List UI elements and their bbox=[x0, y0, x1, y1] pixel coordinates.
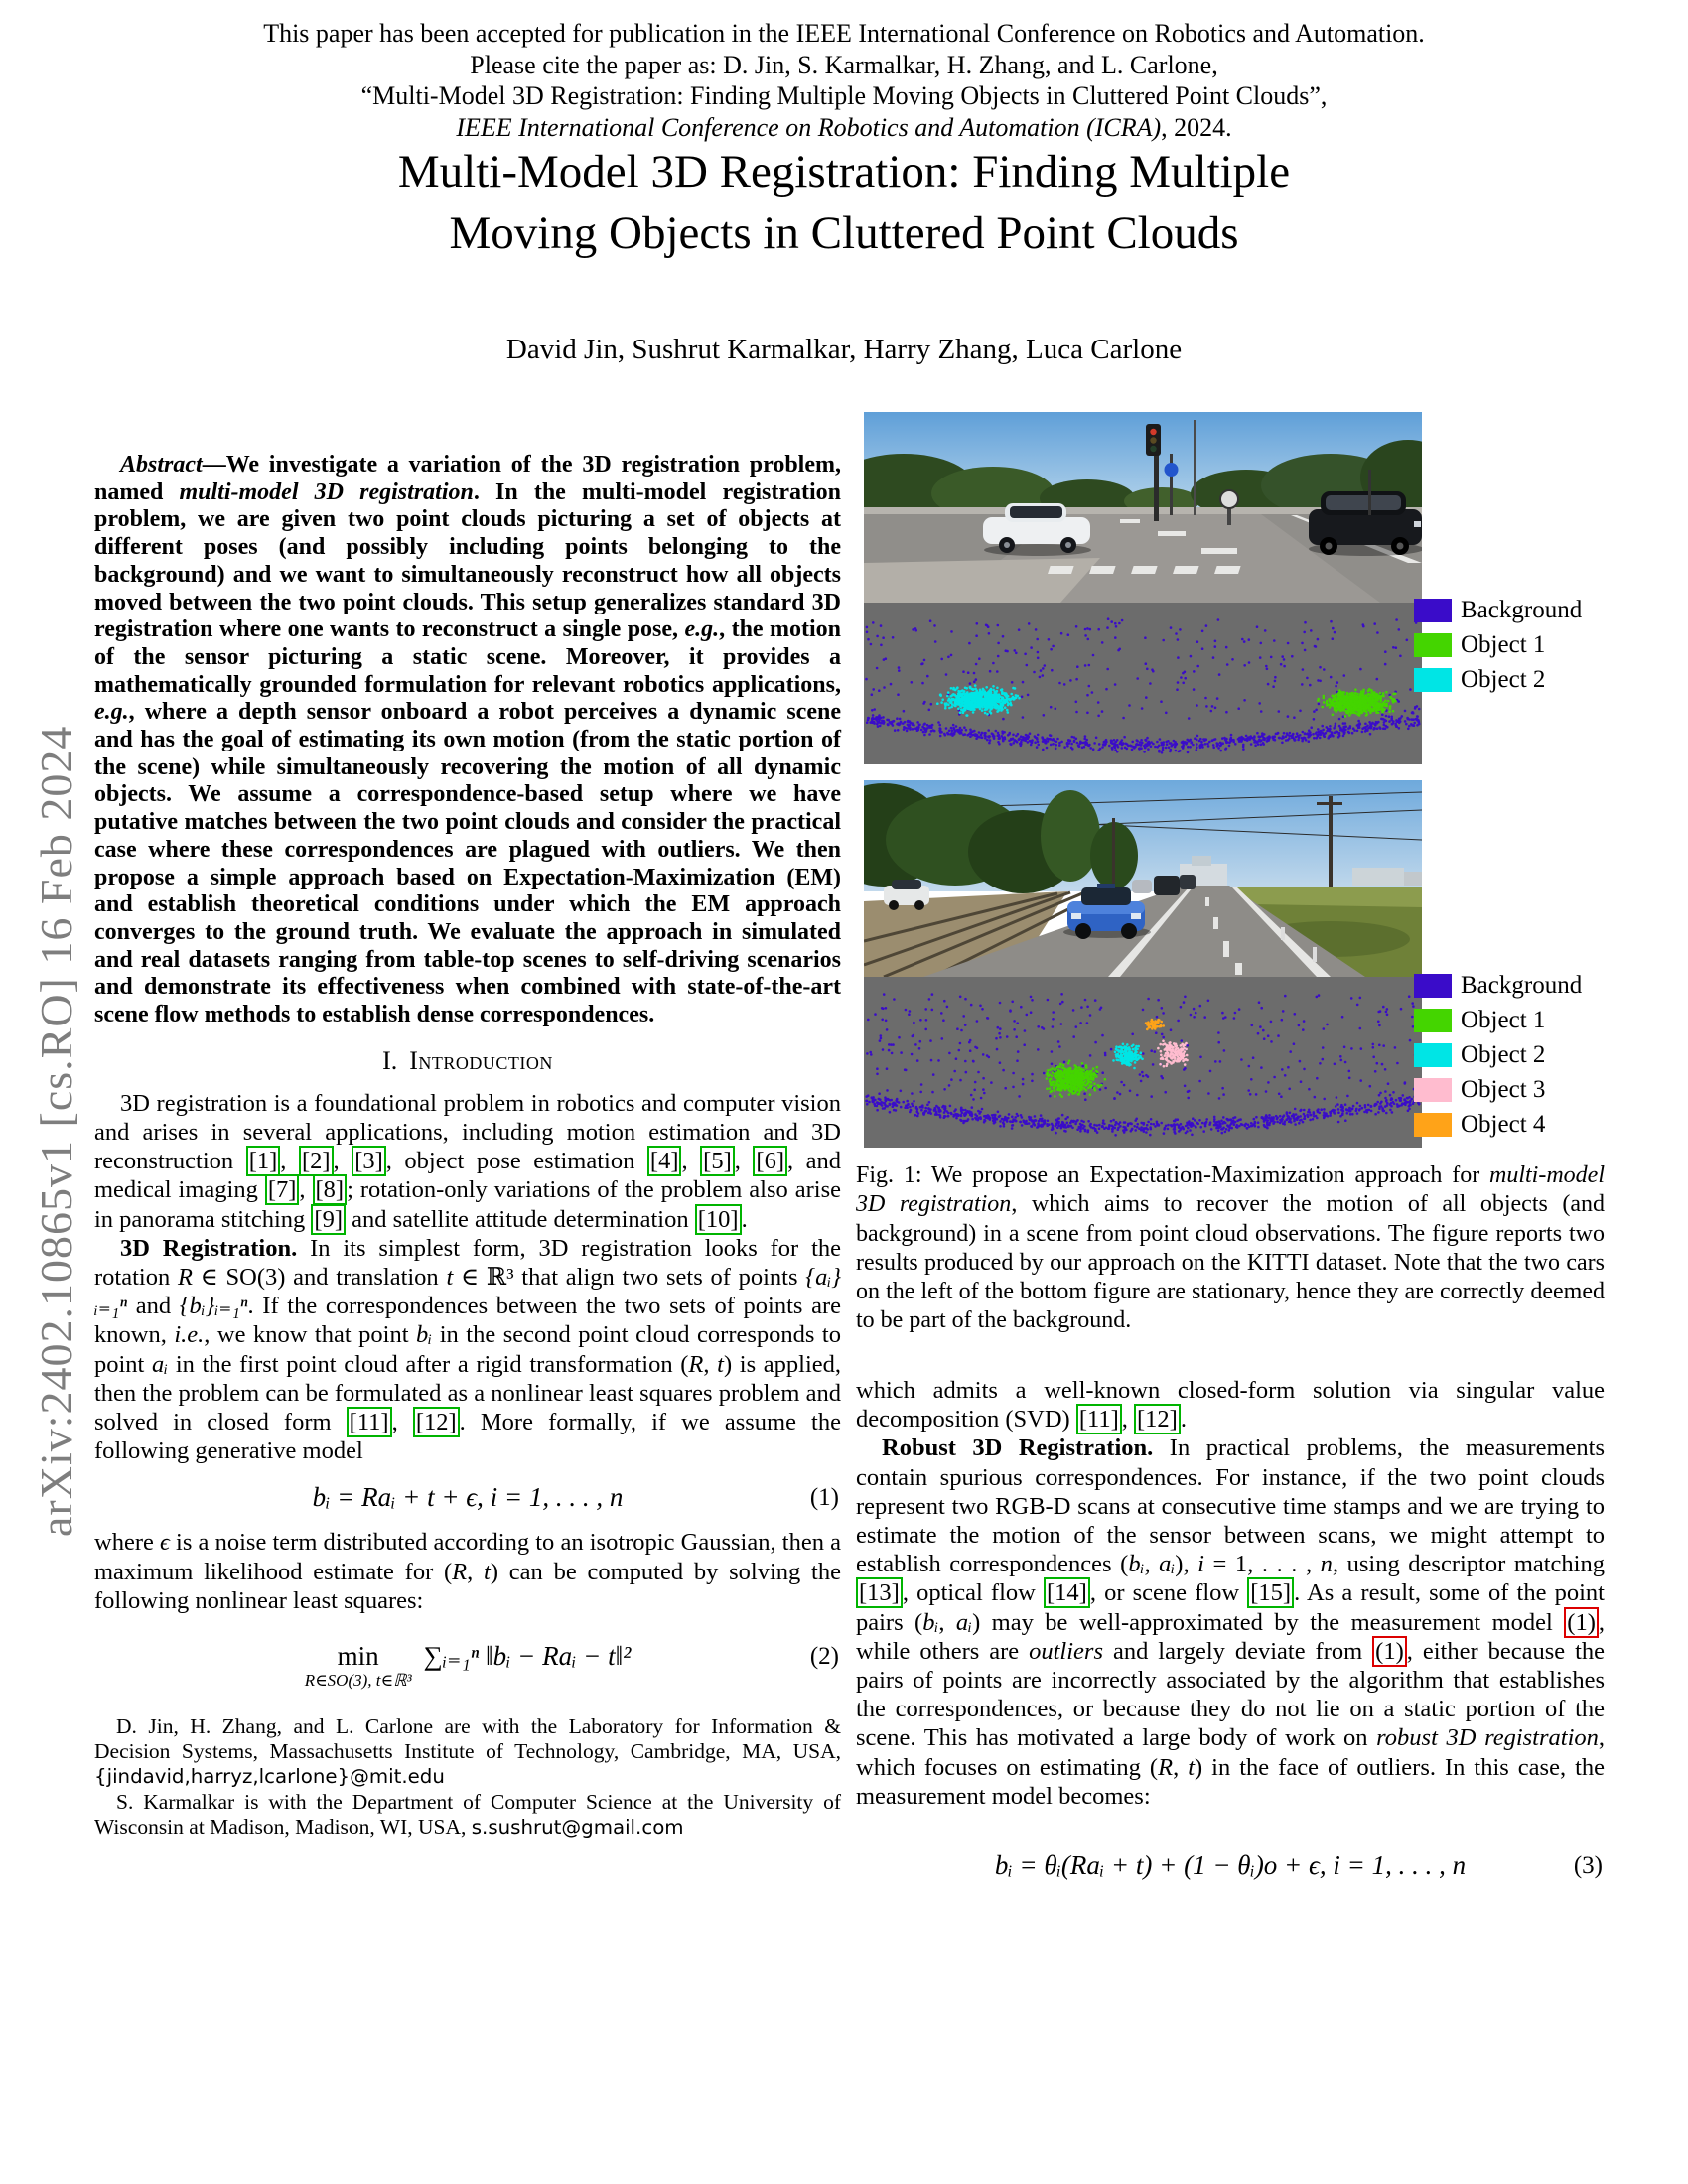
legend-color-swatch bbox=[1414, 974, 1452, 998]
abstract: Abstract—We investigate a variation of the 3D registration problem, named multi-model 3D registration. In the multi-model registration problem, we are given two point clouds picturing a set of objects at different poses (and possibly including points belonging to the background) and we want to simultaneously reconstruct how all objects moved between the two point clouds. This setup generalizes standard 3D registration where one wants to reconstruct a single pose, e.g., the motion of the sensor picturing a static scene. Moreover, it provides a mathematically grounded formulation for relevant robotics applications, e.g., where a depth sensor onboard a robot perceives a dynamic scene and has the goal of estimating its own motion (from the static portion of the scene) while simultaneously recovering the motion of all dynamic objects. We assume a correspondence-based setup where we have putative matches between the two point clouds and consider the practical case where these correspondences are plagued with outliers. We then propose a simple approach based on Expectation-Maximization (EM) and establish theoretical conditions under which the EM approach converges to the ground truth. We evaluate the approach in simulated and real datasets ranging from table-top scenes to self-driving scenarios and demonstrate its effectiveness when combined with state-of-the-art scene flow methods to establish dense correspondences. bbox=[94, 452, 841, 1028]
figure1-caption: Fig. 1: We propose an Expectation-Maximization approach for multi-model 3D registration, which aims to recover the motion of all objects (and background) in a scene from point cloud observations. The figure reports two results produced by our approach on the KITTI dataset. Note that the two cars on the left of the bottom figure are stationary, hence they are correctly deemed to be part of the background. bbox=[856, 1162, 1605, 1334]
legend-item bbox=[1414, 1076, 1582, 1104]
legend-label: Object 1 bbox=[1461, 1007, 1546, 1033]
legend-item bbox=[1414, 597, 1582, 624]
equation-2-number: (2) bbox=[809, 1642, 839, 1670]
cited-title-line: “Multi-Model 3D Registration: Finding Multiple Moving Objects in Cluttered Point Clouds”, bbox=[360, 81, 1328, 110]
figure1-top-photo bbox=[864, 412, 1422, 603]
intro-paragraph-3d-registration: 3D Registration. In its simplest form, 3D registration looks for the rotation R ∈ SO(3) and translation t ∈ ℝ³ that align two sets of points {aᵢ}ᵢ₌₁ⁿ and {bᵢ}ᵢ₌₁ⁿ. If the correspondences between the two sets of points are known, i.e., we know that point bᵢ in the second point cloud corresponds to point aᵢ in the first point cloud after a rigid transformation (R, t) is applied, then the problem can be formulated as a nonlinear least squares problem and solved in closed form [11] , [12] . More formally, if we assume the following generative model bbox=[94, 1234, 842, 1465]
equation-2-body: ∑ᵢ₌₁ⁿ ‖bᵢ − Raᵢ − t‖² bbox=[423, 1641, 632, 1672]
author-list: David Jin, Sushrut Karmalkar, Harry Zhang, Luca Carlone bbox=[505, 334, 1183, 365]
dark-car bbox=[1309, 491, 1422, 556]
paper-title-line2: Moving Objects in Cluttered Point Clouds bbox=[449, 207, 1239, 259]
paper-title-line1: Multi-Model 3D Registration: Finding Multiple bbox=[397, 146, 1291, 198]
legend-label: Object 2 bbox=[1461, 1041, 1546, 1068]
right-column bbox=[856, 1376, 1605, 1896]
affiliation-mit: D. Jin, H. Zhang, and L. Carlone are with the Laboratory for Information & Decision Systems, Massachusetts Institute of Technology, Cambridge, MA, USA, {jindavid,harryz,lcarlone}@mit.edu bbox=[94, 1714, 841, 1789]
legend-item bbox=[1414, 1041, 1582, 1069]
figure1-legend bbox=[1414, 597, 1582, 701]
figure2-legend bbox=[1414, 972, 1582, 1146]
legend-item bbox=[1414, 1111, 1582, 1139]
acceptance-note bbox=[0, 18, 1688, 143]
figure2-pointcloud bbox=[864, 977, 1422, 1148]
venue-line: IEEE International Conference on Robotics and Automation (ICRA), 2024. bbox=[456, 112, 1232, 142]
legend-color-swatch bbox=[1414, 1043, 1452, 1067]
intro-paragraph-noise: where ϵ is a noise term distributed according to an isotropic Gaussian, then a maximum likelihood estimate for (R, t) can be computed by solving the following nonlinear least squares: bbox=[94, 1529, 841, 1614]
min-constraint: R∈SO(3), t∈ℝ³ bbox=[304, 1671, 412, 1691]
legend-label: Object 3 bbox=[1461, 1076, 1546, 1103]
equation-1 bbox=[94, 1482, 841, 1513]
legend-color-swatch bbox=[1414, 633, 1452, 657]
legend-color-swatch bbox=[1414, 599, 1452, 622]
section-heading-introduction bbox=[94, 1046, 841, 1076]
median-island bbox=[864, 558, 1100, 603]
author-affiliations bbox=[94, 1714, 841, 1840]
min-label: min bbox=[337, 1641, 379, 1672]
figure1-pointcloud bbox=[864, 603, 1422, 764]
kitti-intersection-photo bbox=[864, 412, 1422, 603]
section-title: Introduction bbox=[409, 1045, 553, 1075]
legend-color-swatch bbox=[1414, 1078, 1452, 1102]
legend-item bbox=[1414, 972, 1582, 1000]
equation-3-body: bᵢ = θᵢ(Raᵢ + t) + (1 − θᵢ)o + ϵ, i = 1, . . . , n bbox=[994, 1850, 1467, 1881]
equation-2 bbox=[94, 1632, 841, 1691]
affiliation-wisconsin: S. Karmalkar is with the Department of Computer Science at the University of Wisconsin at Madison, Madison, WI, USA, s.sushrut@gmail.com bbox=[94, 1789, 841, 1839]
equation-3-number: (3) bbox=[1573, 1851, 1603, 1879]
legend-label: Object 4 bbox=[1461, 1111, 1546, 1138]
section-number: I. bbox=[382, 1045, 398, 1075]
min-operator bbox=[305, 1641, 412, 1690]
equation-3 bbox=[856, 1850, 1605, 1881]
legend-color-swatch bbox=[1414, 668, 1452, 692]
equation-1-number: (1) bbox=[809, 1483, 839, 1511]
legend-label: Background bbox=[1461, 972, 1583, 999]
paper-title bbox=[0, 141, 1688, 264]
intro-paragraph-1: 3D registration is a foundational problem in robotics and computer vision and arises in several applications, including motion estimation and 3D reconstruction [1] , [2] , [3] , object pose estimation [4] , [5] , [6] , and medical imaging [7] , [8] ; rotation-only variations of the problem also arise in panorama stitching [9] and satellite attitude determination [10] . bbox=[94, 1089, 842, 1233]
legend-color-swatch bbox=[1414, 1113, 1452, 1137]
left-column bbox=[94, 452, 841, 1840]
robust-registration-paragraph: Robust 3D Registration. In practical problems, the measurements contain spurious correspondences. For instance, if the two point clouds represent two RGB-D scans at consecutive time stamps and we are trying to estimate the motion of the sensor between scans, we might attempt to establish correspondences (bᵢ, aᵢ), i = 1, . . . , n, using descriptor matching [13] , optical flow [14] , or scene flow [15] . As a result, some of the point pairs (bᵢ, aᵢ) may be well-approximated by the measurement model (1) , while others are outliers and largely deviate from (1) , either because the pairs of points are incorrectly associated by the algorithm that establishes the correspondences, or because they do not lie on a static portion of the scene. This has motivated a large body of work on robust 3D registration, which focuses on estimating (R, t) in the face of outliers. In this case, the measurement model becomes: bbox=[856, 1434, 1606, 1810]
equation-1-body: bᵢ = Raᵢ + t + ϵ, i = 1, . . . , n bbox=[312, 1482, 624, 1513]
legend-label: Object 2 bbox=[1461, 666, 1546, 693]
legend-item bbox=[1414, 631, 1582, 659]
cite-as-line: Please cite the paper as: D. Jin, S. Karmalkar, H. Zhang, and L. Carlone, bbox=[470, 50, 1218, 79]
legend-label: Object 1 bbox=[1461, 631, 1546, 658]
legend-color-swatch bbox=[1414, 1009, 1452, 1032]
legend-label: Background bbox=[1461, 597, 1583, 623]
legend-item bbox=[1414, 666, 1582, 694]
arxiv-watermark: arXiv:2402.10865v1 [cs.RO] 16 Feb 2024 bbox=[31, 725, 81, 1537]
acceptance-line: This paper has been accepted for publication in the IEEE International Conference on Robotics and Automation. bbox=[263, 19, 1425, 48]
figure2-top-photo bbox=[864, 780, 1422, 977]
svd-paragraph: which admits a well-known closed-form solution via singular value decomposition (SVD) [11] , [12] . bbox=[856, 1377, 1605, 1433]
kitti-road-photo bbox=[864, 780, 1422, 977]
legend-item bbox=[1414, 1007, 1582, 1034]
